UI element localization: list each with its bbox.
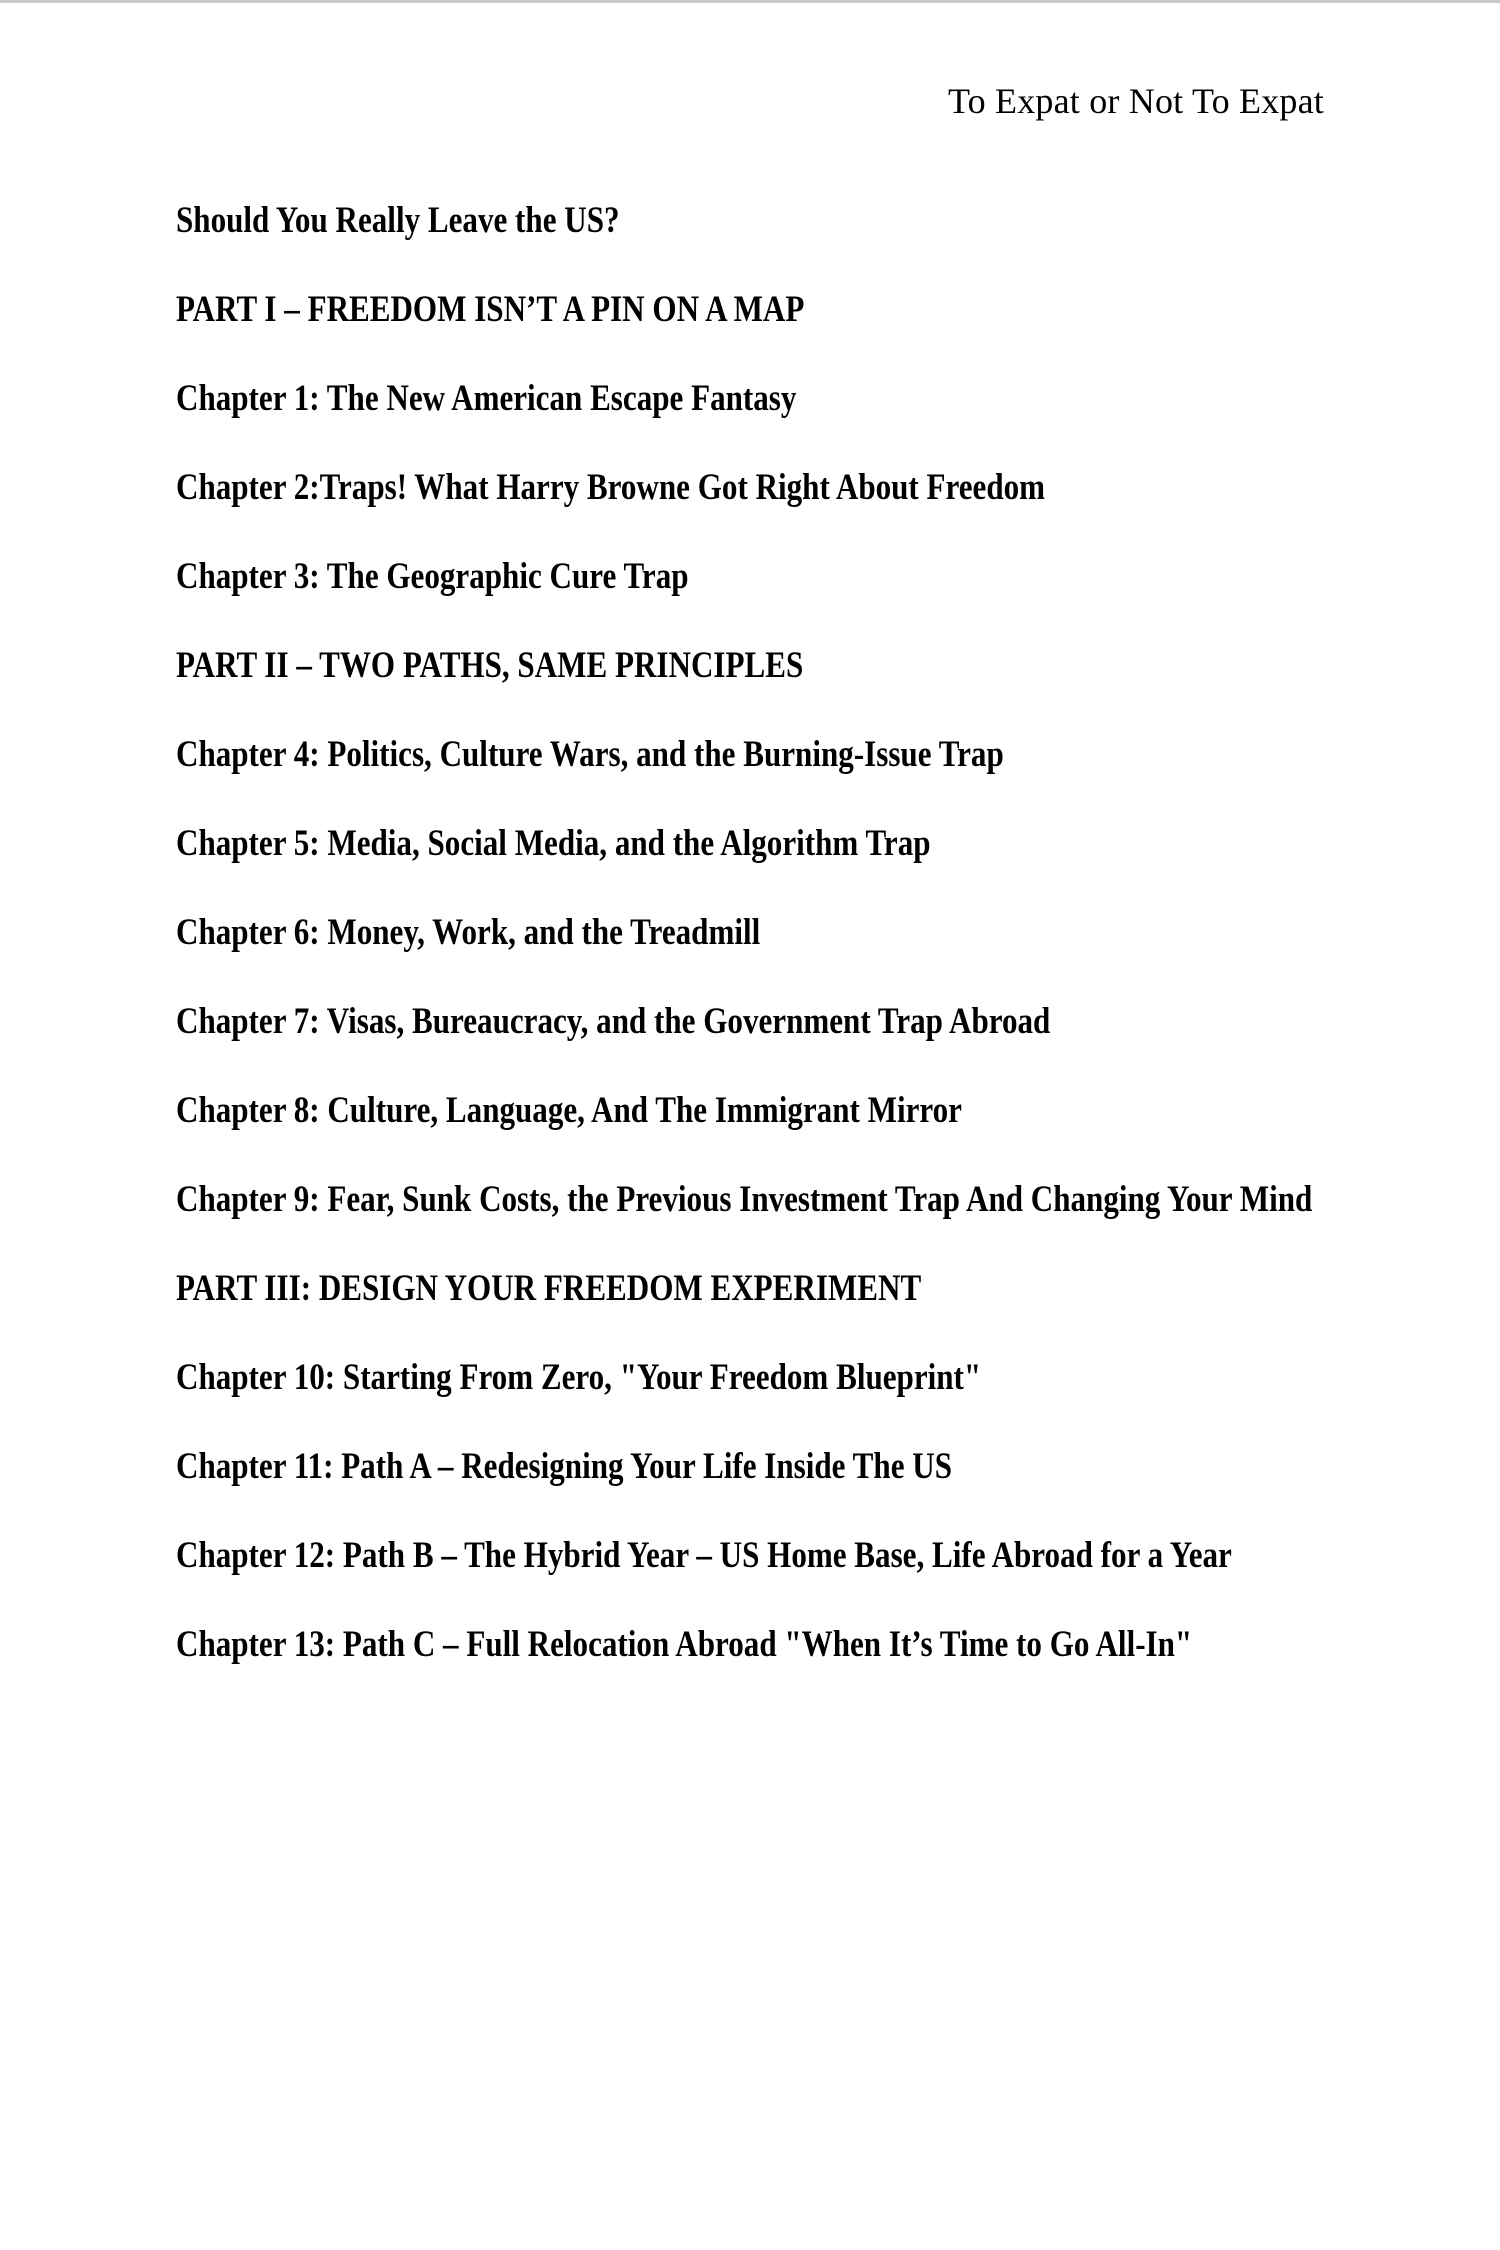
running-header: To Expat or Not To Expat [947, 81, 1324, 121]
chapter-8-entry: Chapter 8: Culture, Language, And The Immigrant Mirror [176, 1090, 962, 1131]
chapter-7-entry: Chapter 7: Visas, Bureaucracy, and the Government Trap Abroad [176, 1001, 1051, 1042]
part-1-heading: PART I – FREEDOM ISN’T A PIN ON A MAP [176, 289, 805, 330]
part-2-heading: PART II – TWO PATHS, SAME PRINCIPLES [176, 645, 804, 686]
chapter-6-entry: Chapter 6: Money, Work, and the Treadmill [176, 912, 761, 953]
book-subtitle: Should You Really Leave the US? [176, 200, 620, 241]
chapter-3-entry: Chapter 3: The Geographic Cure Trap [176, 556, 689, 597]
chapter-4-entry: Chapter 4: Politics, Culture Wars, and the Burning-Issue Trap [176, 734, 1004, 775]
part-3-heading: PART III: DESIGN YOUR FREEDOM EXPERIMENT [176, 1268, 922, 1309]
chapter-13-entry: Chapter 13: Path C – Full Relocation Abroad "When It’s Time to Go All-In" [176, 1624, 1193, 1665]
page-top-border [0, 0, 1500, 3]
chapter-12-entry: Chapter 12: Path B – The Hybrid Year – US Home Base, Life Abroad for a Year [176, 1535, 1232, 1576]
chapter-5-entry: Chapter 5: Media, Social Media, and the Algorithm Trap [176, 823, 931, 864]
table-of-contents [176, 176, 1326, 1689]
chapter-11-entry: Chapter 11: Path A – Redesigning Your Life Inside The US [176, 1446, 952, 1487]
chapter-1-entry: Chapter 1: The New American Escape Fantasy [176, 378, 797, 419]
chapter-10-entry: Chapter 10: Starting From Zero, "Your Freedom Blueprint" [176, 1357, 982, 1398]
chapter-2-entry: Chapter 2:Traps! What Harry Browne Got Right About Freedom [176, 467, 1046, 508]
chapter-9-entry: Chapter 9: Fear, Sunk Costs, the Previous Investment Trap And Changing Your Mind [176, 1179, 1313, 1220]
